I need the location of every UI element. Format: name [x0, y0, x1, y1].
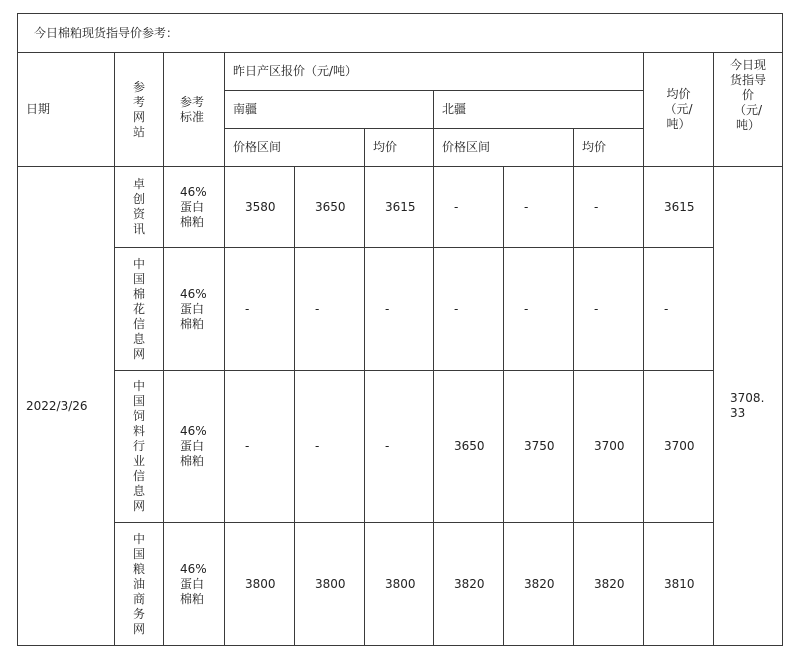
north-high-cell: 3750 [504, 371, 574, 523]
price-reference-table-wrapper [17, 13, 782, 645]
south-low-cell: 3800 [225, 523, 295, 646]
header-today-price-text: 今日现货指导价（元/吨） [730, 58, 767, 132]
avg-cell: - [644, 248, 714, 371]
site-cell [115, 523, 164, 646]
north-avg-cell: 3820 [574, 523, 644, 646]
north-avg-cell: - [574, 248, 644, 371]
header-site [115, 53, 164, 167]
south-low-cell: 3580 [225, 167, 295, 248]
north-high-cell: - [504, 248, 574, 371]
south-avg-cell: - [365, 248, 434, 371]
header-standard-text: 参考标准 [180, 94, 205, 124]
south-high-cell: - [295, 371, 365, 523]
table-row [18, 167, 783, 248]
standard-text: 46%蛋白棉粕 [180, 184, 207, 229]
header-site-text: 参考网站 [133, 79, 146, 139]
header-south: 南疆 [225, 91, 434, 129]
south-low-cell: - [225, 371, 295, 523]
header-standard [164, 53, 225, 167]
header-yesterday-quote: 昨日产区报价（元/吨） [225, 53, 644, 91]
price-reference-table [17, 13, 783, 646]
standard-cell [164, 371, 225, 523]
header-north-avg: 均价 [574, 129, 644, 167]
south-avg-cell: - [365, 371, 434, 523]
table-row [18, 248, 783, 371]
header-avg-price [644, 53, 714, 167]
standard-cell [164, 167, 225, 248]
header-avg-price-text: 均价（元/吨） [664, 87, 693, 131]
south-high-cell: - [295, 248, 365, 371]
avg-cell: 3615 [644, 167, 714, 248]
north-low-cell: 3820 [434, 523, 504, 646]
header-today-price [714, 53, 783, 167]
standard-text: 46%蛋白棉粕 [180, 561, 207, 606]
avg-cell: 3700 [644, 371, 714, 523]
header-date: 日期 [18, 53, 115, 167]
avg-cell: 3810 [644, 523, 714, 646]
today-price-cell [714, 167, 783, 646]
header-south-price-range: 价格区间 [225, 129, 365, 167]
site-text: 中国饲料行业信息网 [133, 379, 146, 513]
south-low-cell: - [225, 248, 295, 371]
table-row [18, 371, 783, 523]
south-avg-cell: 3800 [365, 523, 434, 646]
site-cell [115, 371, 164, 523]
north-high-cell: 3820 [504, 523, 574, 646]
site-text: 卓创资讯 [133, 177, 146, 236]
standard-cell [164, 523, 225, 646]
site-cell [115, 248, 164, 371]
header-north: 北疆 [434, 91, 644, 129]
table-row [18, 523, 783, 646]
today-price-text: 3708.33 [730, 391, 765, 420]
north-low-cell: 3650 [434, 371, 504, 523]
south-avg-cell: 3615 [365, 167, 434, 248]
header-north-price-range: 价格区间 [434, 129, 574, 167]
header-south-avg: 均价 [365, 129, 434, 167]
standard-cell [164, 248, 225, 371]
site-text: 中国粮油商务网 [133, 531, 146, 636]
south-high-cell: 3650 [295, 167, 365, 248]
table-caption: 今日棉粕现货指导价参考： [18, 14, 783, 53]
standard-text: 46%蛋白棉粕 [180, 424, 207, 468]
north-low-cell: - [434, 167, 504, 248]
site-text: 中国棉花信息网 [133, 256, 146, 361]
site-cell [115, 167, 164, 248]
standard-text: 46%蛋白棉粕 [180, 286, 207, 331]
date-cell: 2022/3/26 [18, 167, 115, 646]
north-high-cell: - [504, 167, 574, 248]
north-low-cell: - [434, 248, 504, 371]
north-avg-cell: 3700 [574, 371, 644, 523]
north-avg-cell: - [574, 167, 644, 248]
south-high-cell: 3800 [295, 523, 365, 646]
